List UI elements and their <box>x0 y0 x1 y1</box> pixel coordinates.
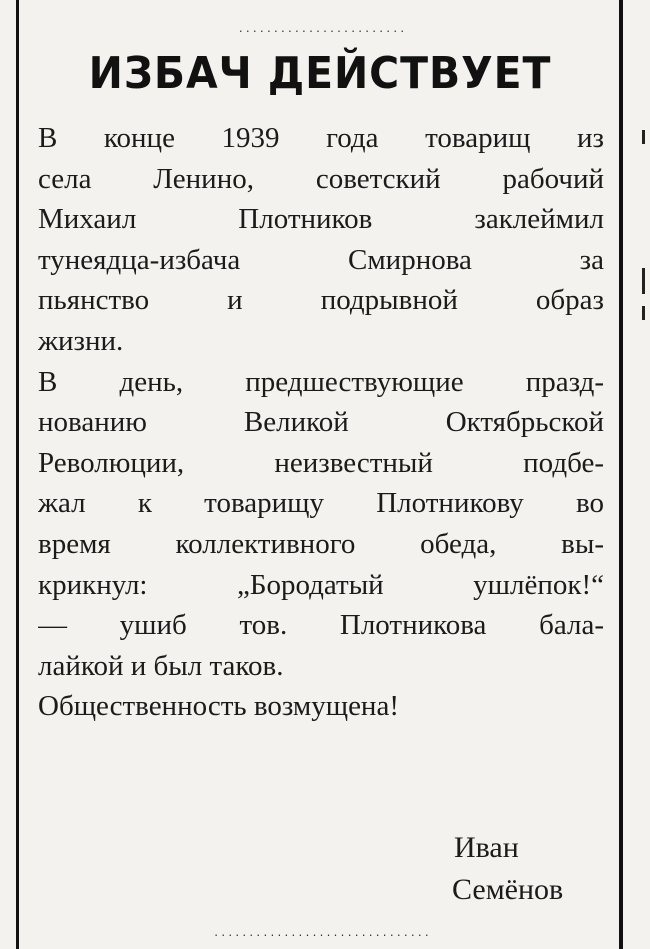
author-first-name: Иван <box>454 831 519 864</box>
right-column-rule <box>619 0 623 949</box>
article-line: нованию Великой Октябрьской <box>38 406 604 439</box>
article-line: — ушиб тов. Плотникова бала- <box>38 609 604 642</box>
article-line: жизни. <box>38 324 124 357</box>
edge-mark <box>642 130 645 144</box>
article-line: Михаил Плотников заклеймил <box>38 203 604 236</box>
article-line: В день, предшествующие празд- <box>38 365 604 398</box>
article-line: Революции, неизвестный подбе- <box>38 446 604 479</box>
left-column-rule <box>16 0 19 949</box>
author-last-name: Семёнов <box>452 873 564 906</box>
article-body <box>38 118 604 727</box>
edge-mark <box>642 306 645 320</box>
article-line: тунеядца-избача Смирнова за <box>38 243 604 276</box>
article-line: В конце 1939 года товарищ из <box>38 122 604 154</box>
article-line: села Ленино, советский рабочий <box>38 162 604 195</box>
article-line: крикнул: „Бородатый ушлёпок!“ <box>38 568 604 601</box>
top-separator-dots: ........................ <box>237 24 407 35</box>
article-line: пьянство и подрывной образ <box>38 284 604 317</box>
article-line: лайкой и был таков. <box>38 649 284 682</box>
bottom-separator-dots: ............................... <box>213 928 431 939</box>
article-line: жал к товарищу Плотникову во <box>38 487 604 520</box>
adjacent-column-edge <box>640 0 650 949</box>
article-line: время коллективного обеда, вы- <box>38 527 604 560</box>
article-headline: ИЗБАЧ ДЕЙСТВУЕТ <box>88 48 552 99</box>
article-line: Общественность возмущена! <box>38 690 399 723</box>
edge-mark <box>642 268 645 294</box>
